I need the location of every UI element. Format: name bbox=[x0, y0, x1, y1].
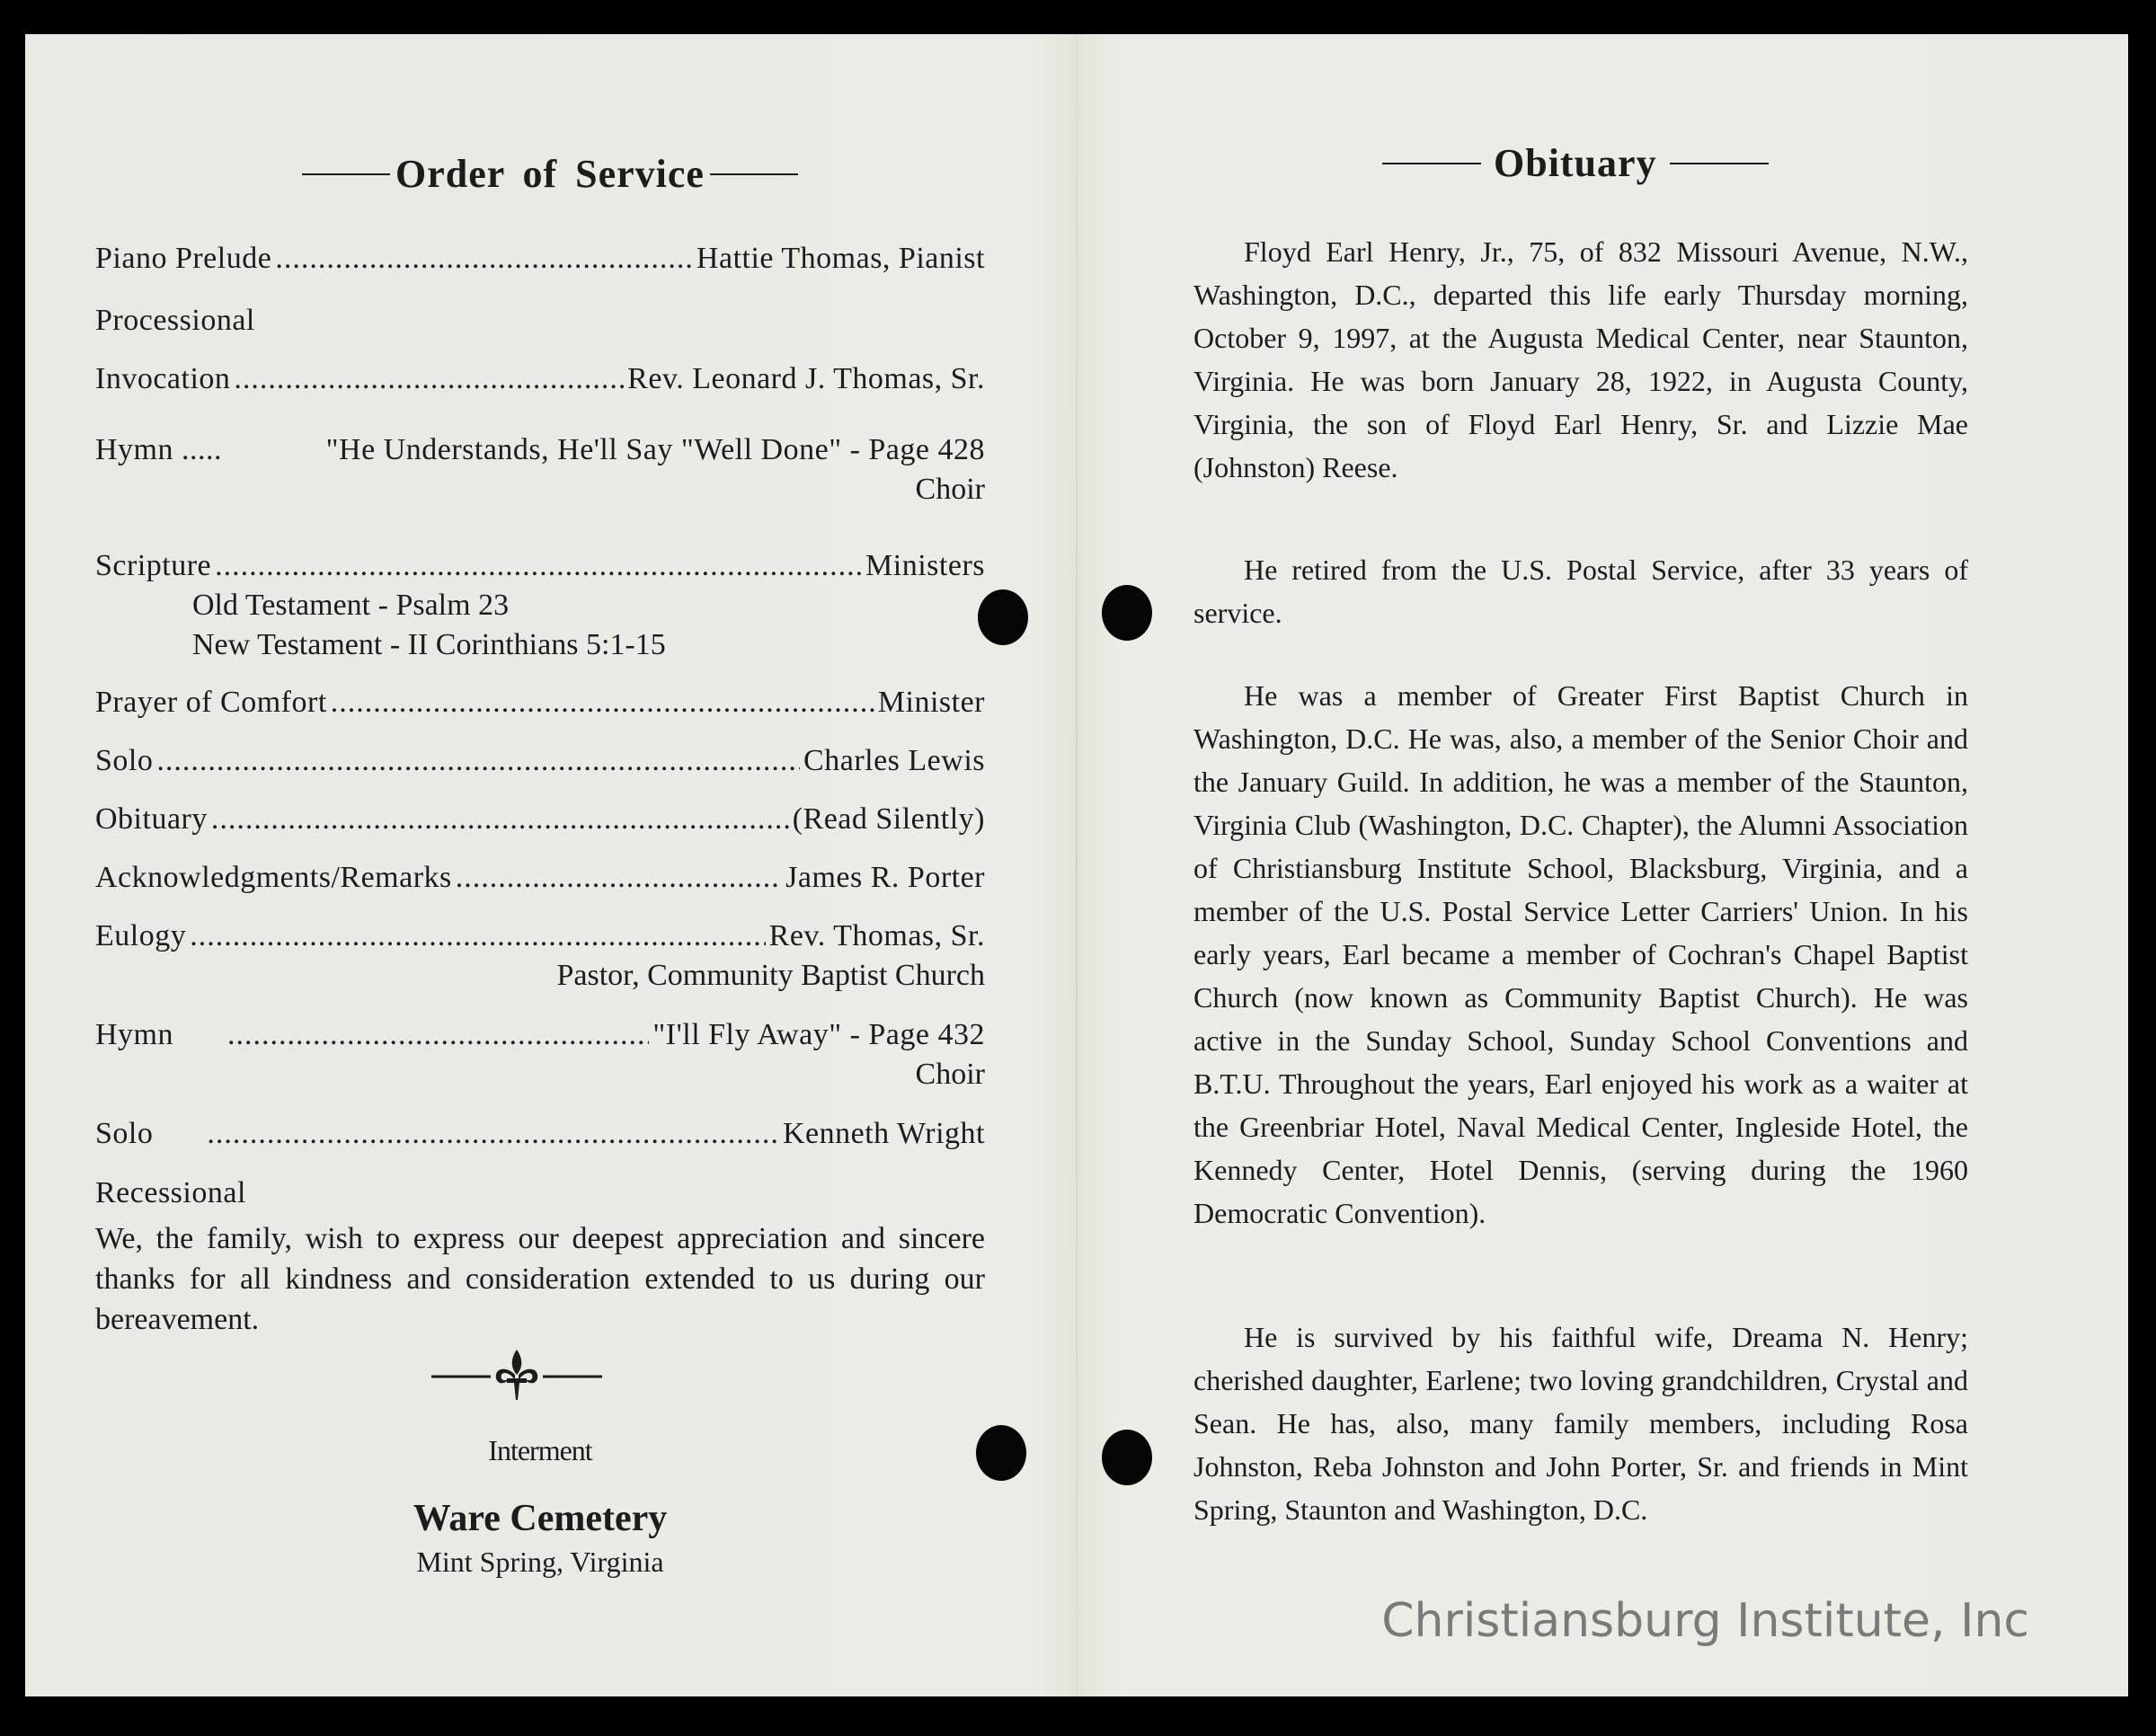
obituary-title: Obituary bbox=[1494, 141, 1657, 185]
service-item-label: Acknowledgments/Remarks bbox=[95, 861, 452, 894]
leader-dots bbox=[227, 1015, 649, 1055]
interment-label: Interment bbox=[488, 1434, 592, 1466]
heading-rule bbox=[710, 173, 798, 175]
fleur-de-lis-icon bbox=[431, 1348, 602, 1402]
service-item-processional bbox=[95, 301, 985, 341]
service-item-label: Processional bbox=[95, 304, 255, 337]
obituary-paragraph: He retired from the U.S. Postal Service, after 33 years of service. bbox=[1193, 554, 1968, 629]
service-item-label: Solo bbox=[95, 744, 154, 777]
watermark: Christiansburg Institute, Inc bbox=[1381, 1594, 2029, 1648]
service-item-label: Hymn ..... bbox=[95, 433, 222, 466]
service-item-eulogy bbox=[95, 917, 985, 996]
leader-dots bbox=[331, 683, 874, 722]
service-item-label: Piano Prelude bbox=[95, 242, 272, 275]
leader-dots bbox=[156, 741, 800, 781]
obituary-paragraph: He was a member of Greater First Baptist Church in Washington, D.C. He was, also, a member of the Senior Choir and the January Guild. In addition, he was a member of the Staunton, Virginia Club (Washington, D.C. Chapter), the Alumni Association of Christiansburg Institute School, Blacksburg, Virginia, and a member of the U.S. Postal Service Letter Carriers' Union. In his early years, Earl became a member of Cochran's Chapel Baptist Church (now known as Community Baptist Church). He was active in the Sunday School, Sunday School Conventions and B.T.U. Throughout the years, Earl enjoyed his work as a waiter at the Greenbriar Hotel, Naval Medical Center, Ingleside Hotel, the Kennedy Center, Hotel Dennis, (serving during the 1960 Democratic Convention). bbox=[1193, 679, 1968, 1229]
service-item-sub: Choir bbox=[915, 1058, 985, 1091]
leader-dots bbox=[215, 546, 862, 586]
service-item-recessional bbox=[95, 1174, 985, 1213]
order-of-service-title: Order of Service bbox=[395, 152, 705, 196]
family-acknowledgment: We, the family, wish to express our deepest appreciation and sincere thanks for all kindness and consideration extended to us during our bereavement. bbox=[95, 1222, 985, 1336]
service-item-label: Obituary bbox=[95, 802, 208, 836]
service-item-value: (Read Silently) bbox=[792, 802, 985, 836]
punch-hole bbox=[1102, 1430, 1152, 1485]
service-item-label: Hymn bbox=[95, 1018, 173, 1051]
service-item-label: Eulogy bbox=[95, 919, 187, 952]
scripture-reading: Old Testament - Psalm 23 bbox=[192, 589, 510, 622]
leader-dots bbox=[234, 359, 624, 399]
service-item-value: James R. Porter bbox=[785, 861, 985, 894]
service-item-label: Invocation bbox=[95, 362, 231, 395]
service-item-value: Kenneth Wright bbox=[782, 1117, 985, 1150]
leader-dots bbox=[190, 917, 765, 956]
leader-dots bbox=[275, 239, 693, 279]
service-item-value: "I'll Fly Away" - Page 432 bbox=[652, 1018, 985, 1051]
heading-rule bbox=[1382, 163, 1481, 164]
service-item-acknowledgments bbox=[95, 858, 985, 898]
order-of-service-heading bbox=[302, 151, 798, 197]
program-sheet bbox=[25, 34, 2128, 1696]
service-item-prayer-of-comfort bbox=[95, 683, 985, 722]
service-item-value: Ministers bbox=[865, 549, 985, 582]
scripture-reading: New Testament - II Corinthians 5:1-15 bbox=[192, 628, 666, 661]
punch-hole bbox=[978, 589, 1028, 645]
heading-rule bbox=[302, 173, 390, 175]
service-item-scripture bbox=[95, 546, 985, 665]
service-item-value: "He Understands, He'll Say "Well Done" - Page 428 bbox=[325, 433, 985, 466]
service-item-sub: Pastor, Community Baptist Church bbox=[556, 959, 985, 992]
cemetery-name: Ware Cemetery bbox=[413, 1498, 668, 1539]
service-item-piano-prelude bbox=[95, 239, 985, 279]
service-item-hymn-1 bbox=[95, 430, 985, 509]
center-fold bbox=[1076, 34, 1078, 1696]
heading-rule bbox=[1670, 163, 1769, 164]
service-item-value: Rev. Leonard J. Thomas, Sr. bbox=[627, 362, 985, 395]
service-item-value: Minister bbox=[877, 686, 985, 719]
service-item-hymn-2 bbox=[95, 1015, 985, 1094]
obituary-heading bbox=[1382, 140, 1769, 186]
service-item-label: Scripture bbox=[95, 549, 212, 582]
service-item-value: Charles Lewis bbox=[803, 744, 985, 777]
service-item-value: Rev. Thomas, Sr. bbox=[768, 919, 985, 952]
service-item-invocation bbox=[95, 359, 985, 399]
service-item-label: Solo bbox=[95, 1117, 154, 1150]
service-item-label: Prayer of Comfort bbox=[95, 686, 327, 719]
obituary-paragraph: Floyd Earl Henry, Jr., 75, of 832 Missouri Avenue, N.W., Washington, D.C., departed this life early Thursday morning, October 9, 1997, at the Augusta Medical Center, near Staunton, Virginia. He was born January 28, 1922, in Augusta County, Virginia, the son of Floyd Earl Henry, Sr. and Lizzie Mae (Johnston) Reese. bbox=[1193, 235, 1968, 483]
service-item-solo-2 bbox=[95, 1114, 985, 1154]
service-item-obituary bbox=[95, 800, 985, 839]
punch-hole bbox=[1102, 585, 1152, 641]
service-item-solo-1 bbox=[95, 741, 985, 781]
obituary-paragraph: He is survived by his faithful wife, Dreama N. Henry; cherished daughter, Earlene; two loving grandchildren, Crystal and Sean. He has, also, many family members, including Rosa Johnston, Reba Johnston and John Porter, Sr. and friends in Mint Spring, Staunton and Washington, D.C. bbox=[1193, 1321, 1968, 1526]
service-item-label: Recessional bbox=[95, 1176, 246, 1209]
cemetery-location: Mint Spring, Virginia bbox=[416, 1546, 664, 1578]
leader-dots bbox=[456, 858, 782, 898]
leader-dots bbox=[211, 800, 789, 839]
service-item-sub: Choir bbox=[915, 473, 985, 506]
leader-dots bbox=[207, 1114, 779, 1154]
service-item-value: Hattie Thomas, Pianist bbox=[696, 242, 985, 275]
